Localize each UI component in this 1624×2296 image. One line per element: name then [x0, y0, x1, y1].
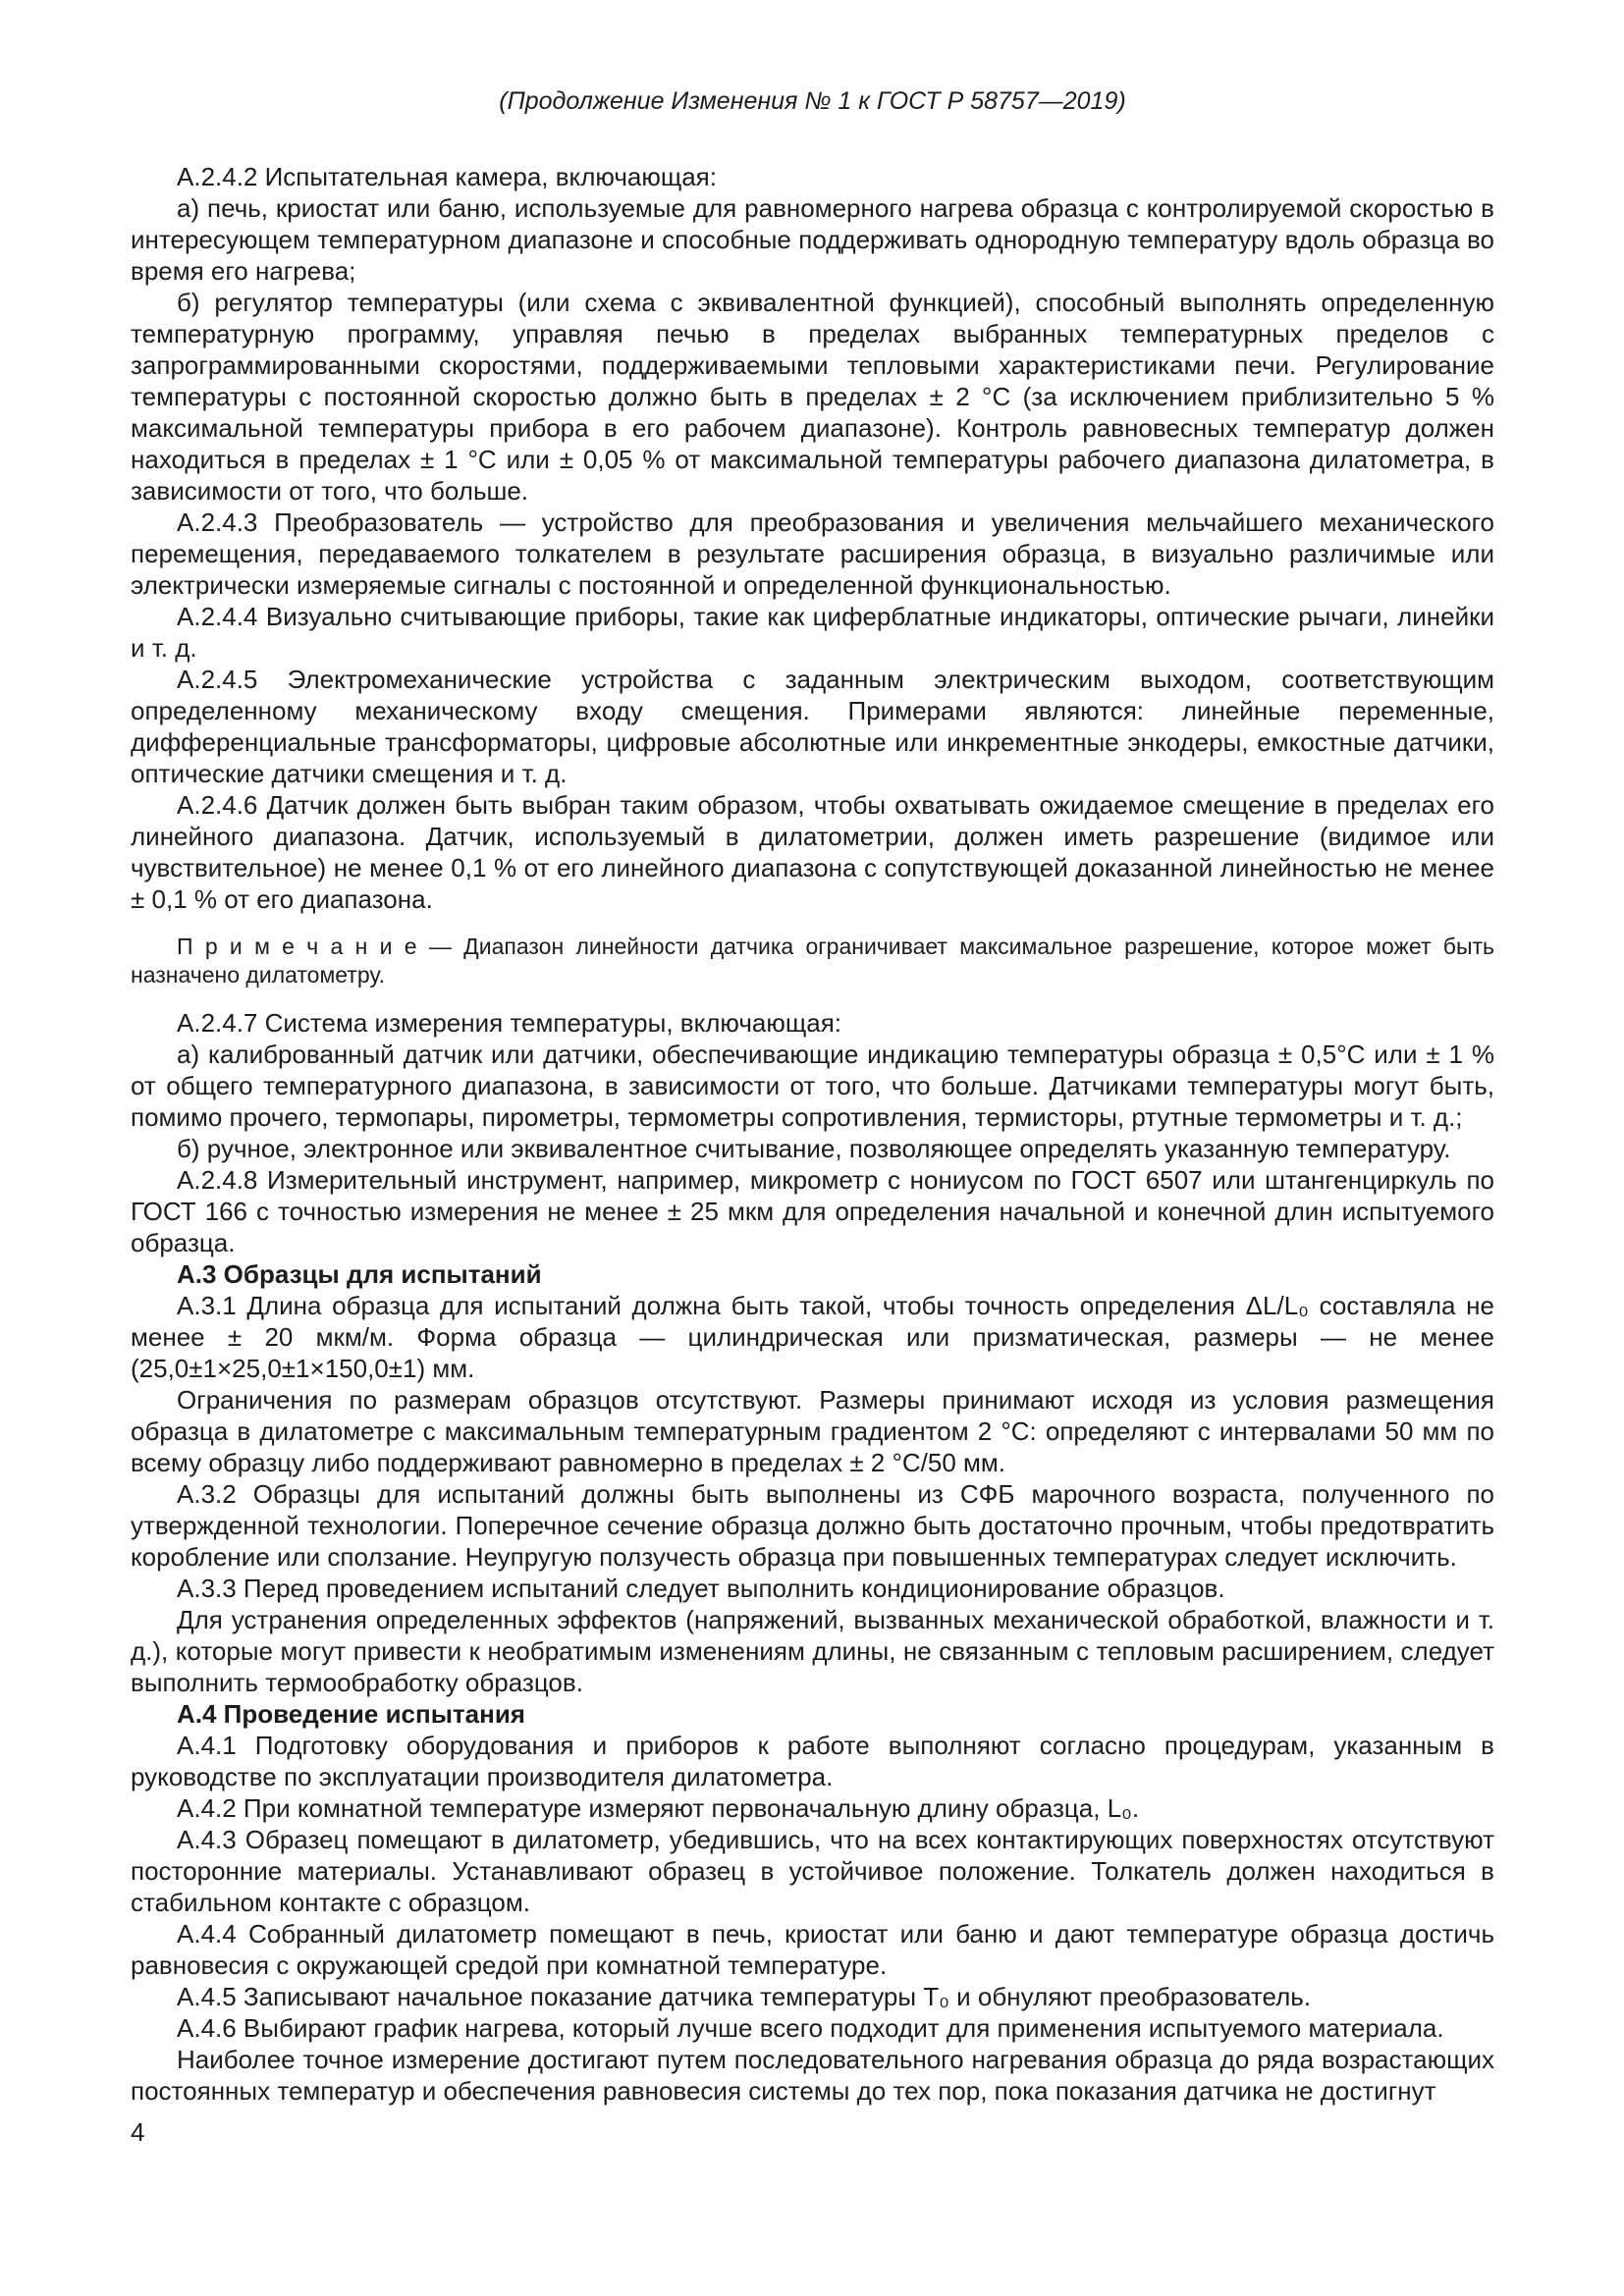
paragraph: А.4.1 Подготовку оборудования и приборов к работе выполняют согласно процедурам, указанным в руководстве по эксплуатации производителя дилатометра.: [131, 1731, 1494, 1791]
paragraph: Наиболее точное измерение достигают путем последовательного нагревания образца до ряда возрастающих постоянных температур и обеспечения равновесия системы до тех пор, пока показания датчика не достигнут: [131, 2045, 1494, 2106]
paragraph: Для устранения определенных эффектов (напряжений, вызванных механической обработкой, влажности и т. д.), которые могут привести к необратимым изменениям длины, не связанным с тепловым расширением, следует выполнить термообработку образцов.: [131, 1605, 1494, 1697]
paragraph: А.2.4.5 Электромеханические устройства с заданным электрическим выходом, соответствующим определенному механическому входу смещения. Примерами являются: линейные переменные, дифференциальные трансформаторы, цифровые абсолютные или инкрементные энкодеры, емкостные датчики, оптические датчики смещения и т. д.: [131, 665, 1494, 788]
page-number: 4: [131, 2117, 145, 2147]
paragraph: А.2.4.8 Измерительный инструмент, например, микрометр с нониусом по ГОСТ 6507 или штангенциркуль по ГОСТ 166 с точностью измерения не менее ± 25 мкм для определения начальной и конечной длин испытуемого образца.: [131, 1165, 1494, 1257]
paragraph: А.4.5 Записывают начальное показание датчика температуры T₀ и обнуляют преобразователь.: [177, 1982, 1312, 2011]
paragraph: А.4.4 Собранный дилатометр помещают в печь, криостат или баню и дают температуре образца достичь равновесия с окружающей средой при комнатной температуре.: [131, 1919, 1494, 1980]
document-body: [131, 161, 1494, 2107]
paragraph: а) печь, криостат или баню, используемые для равномерного нагрева образца с контролируемой скоростью в интересующем температурном диапазоне и способные поддерживать однородную температуру вдоль образца во время его нагрева;: [131, 193, 1494, 286]
paragraph: А.4.3 Образец помещают в дилатометр, убедившись, что на всех контактирующих поверхностях отсутствуют посторонние материалы. Устанавливают образец в устойчивое положение. Толкатель должен находиться в стабильном контакте с образцом.: [131, 1825, 1494, 1917]
paragraph: А.4.2 При комнатной температуре измеряют первоначальную длину образца, L₀.: [177, 1793, 1140, 1823]
paragraph: А.3.1 Длина образца для испытаний должна быть такой, чтобы точность определения ΔL/L₀ составляла не менее ± 20 мкм/м. Форма образца — цилиндрическая или призматическая, размеры — не менее (25,0±1×25,0±1×150,0±1) мм.: [131, 1291, 1494, 1383]
running-header: (Продолжение Изменения № 1 к ГОСТ Р 58757—2019): [499, 87, 1126, 115]
paragraph: б) ручное, электронное или эквивалентное считывание, позволяющее определять указанную температуру.: [177, 1134, 1451, 1163]
paragraph: А.3.2 Образцы для испытаний должны быть выполнены из СФБ марочного возраста, полученного по утвержденной технологии. Поперечное сечение образца должно быть достаточно прочным, чтобы предотвратить коробление или сползание. Неупругую ползучесть образца при повышенных температурах следует исключить.: [131, 1479, 1494, 1572]
paragraph: А.2.4.4 Визуально считывающие приборы, такие как циферблатные индикаторы, оптические рычаги, линейки и т. д.: [131, 602, 1494, 663]
note-paragraph: П р и м е ч а н и е — Диапазон линейности датчика ограничивает максимальное разрешение, которое может быть назначено дилатометру.: [131, 934, 1494, 988]
paragraph: А.3.3 Перед проведением испытаний следует выполнить кондиционирование образцов.: [177, 1574, 1225, 1603]
paragraph: А.2.4.7 Система измерения температуры, включающая:: [177, 1008, 842, 1038]
paragraph: Ограничения по размерам образцов отсутствуют. Размеры принимают исходя из условия размещения образца в дилатометре с максимальным температурным градиентом 2 °С: определяют с интервалами 50 мм по всему образцу либо поддерживают равномерно в пределах ± 2 °С/50 мм.: [131, 1385, 1494, 1477]
paragraph: А.2.4.2 Испытательная камера, включающая:: [177, 162, 717, 191]
paragraph: А.2.4.3 Преобразователь — устройство для преобразования и увеличения мельчайшего механического перемещения, передаваемого толкателем в результате расширения образца, в визуально различимые или электрически измеряемые сигналы с постоянной и определенной функциональностью.: [131, 507, 1494, 600]
paragraph: А.4.6 Выбирают график нагрева, который лучше всего подходит для применения испытуемого материала.: [177, 2013, 1444, 2043]
section-heading: А.3 Образцы для испытаний: [177, 1259, 542, 1289]
paragraph: а) калиброванный датчик или датчики, обеспечивающие индикацию температуры образца ± 0,5°С или ± 1 % от общего температурного диапазона, в зависимости от того, что больше. Датчиками температуры могут быть, помимо прочего, термопары, пирометры, термометры сопротивления, термисторы, ртутные термометры и т. д.;: [131, 1040, 1494, 1132]
paragraph: б) регулятор температуры (или схема с эквивалентной функцией), способный выполнять определенную температурную программу, управляя печью в пределах выбранных температурных пределов с запрограммированными скоростями, поддерживаемыми тепловыми характеристиками печи. Регулирование температуры с постоянной скоростью должно быть в пределах ± 2 °С (за исключением приблизительно 5 % максимальной температуры прибора в его рабочем диапазоне). Контроль равновесных температур должен находиться в пределах ± 1 °С или ± 0,05 % от максимальной температуры рабочего диапазона дилатометра, в зависимости от того, что больше.: [131, 288, 1494, 506]
section-heading: А.4 Проведение испытания: [177, 1699, 525, 1729]
paragraph: А.2.4.6 Датчик должен быть выбран таким образом, чтобы охватывать ожидаемое смещение в пределах его линейного диапазона. Датчик, используемый в дилатометрии, должен иметь разрешение (видимое или чувствительное) не менее 0,1 % от его линейного диапазона с сопутствующей доказанной линейностью не менее ± 0,1 % от его диапазона.: [131, 790, 1494, 914]
